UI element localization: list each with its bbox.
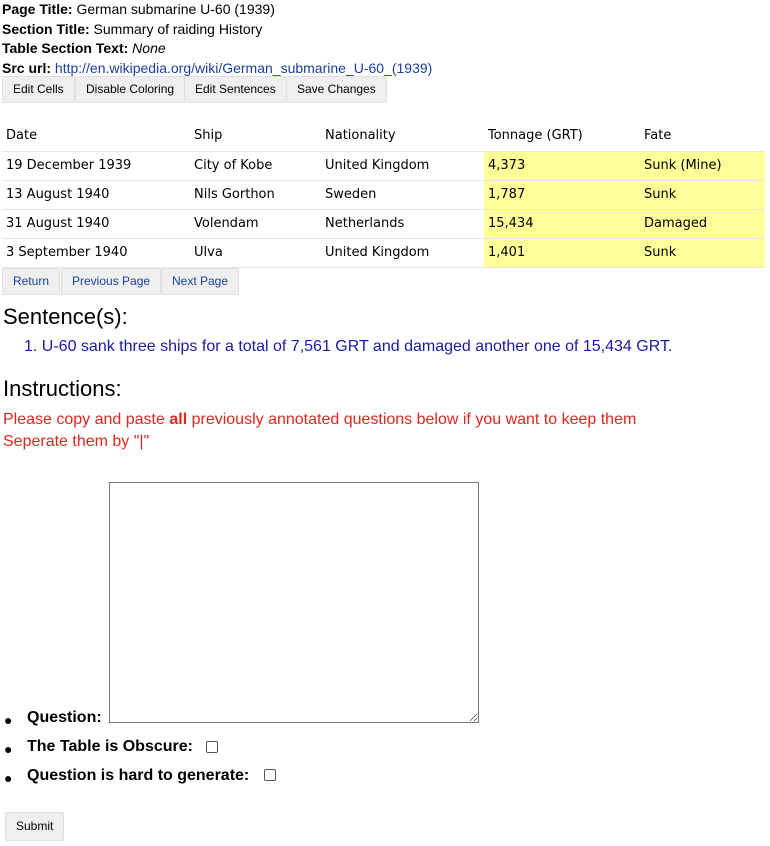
table-section-label: Table Section Text: [2, 40, 129, 56]
instructions-heading: Instructions: [3, 376, 122, 401]
obscure-label: The Table is Obscure: [27, 738, 193, 755]
instructions-text: Please copy and paste [3, 411, 170, 428]
table-cell: United Kingdom [321, 238, 484, 267]
table-cell-highlighted: Sunk [640, 180, 765, 209]
page-title: German submarine U-60 (1939) [76, 1, 275, 17]
table-cell: City of Kobe [190, 151, 321, 180]
table-cell-highlighted: 1,787 [484, 180, 640, 209]
header-nationality: Nationality [321, 121, 484, 151]
table-cell: 13 August 1940 [2, 180, 190, 209]
table-cell: Nils Gorthon [190, 180, 321, 209]
table-cell: 31 August 1940 [2, 209, 190, 238]
edit-cells-button[interactable]: Edit Cells [2, 76, 75, 103]
table-section-text: None [132, 40, 166, 56]
table-header-row [2, 121, 765, 151]
table-cell: Sweden [321, 180, 484, 209]
table-cell-highlighted: Sunk (Mine) [640, 151, 765, 180]
save-changes-button[interactable]: Save Changes [286, 76, 387, 103]
table-cell: 3 September 1940 [2, 238, 190, 267]
edit-sentences-button[interactable]: Edit Sentences [184, 76, 287, 103]
table-row [2, 180, 765, 209]
return-button[interactable]: Return [2, 268, 60, 295]
instructions-emphasis: all [169, 411, 188, 428]
sentences-heading: Sentence(s): [3, 304, 128, 329]
table-cell-highlighted: Damaged [640, 209, 765, 238]
previous-page-button[interactable]: Previous Page [61, 268, 161, 295]
question-textarea[interactable] [109, 482, 479, 723]
table-cell: Netherlands [321, 209, 484, 238]
table-cell-highlighted: 4,373 [484, 151, 640, 180]
table-row [2, 151, 765, 180]
data-table [2, 121, 765, 268]
bullet-icon: ● [4, 712, 13, 728]
hard-checkbox[interactable] [264, 769, 276, 781]
table-cell: United Kingdom [321, 151, 484, 180]
next-page-button[interactable]: Next Page [161, 268, 239, 295]
table-cell-highlighted: Sunk [640, 238, 765, 267]
question-label: Question: [27, 709, 102, 726]
instructions-text: previously annotated questions below if you want to keep them [187, 411, 637, 428]
src-url-link[interactable]: http://en.wikipedia.org/wiki/German_submarine_U-60_(1939) [54, 59, 433, 76]
table-row [2, 238, 765, 267]
table-row [2, 209, 765, 238]
instructions-line-2: Seperate them by "|" [3, 433, 150, 450]
obscure-checkbox[interactable] [206, 741, 218, 753]
header-fate: Fate [640, 121, 765, 151]
table-cell-highlighted: 1,401 [484, 238, 640, 267]
instructions-line-1 [3, 411, 636, 429]
table-cell: 19 December 1939 [2, 151, 190, 180]
bullet-icon: ● [4, 741, 13, 757]
disable-coloring-button[interactable]: Disable Coloring [75, 76, 185, 103]
sentence-item: 1. U-60 sank three ships for a total of 7,561 GRT and damaged another one of 15,434 GRT. [24, 338, 673, 355]
header-tonnage: Tonnage (GRT) [484, 121, 640, 151]
table-cell: Ulva [190, 238, 321, 267]
hard-label: Question is hard to generate: [27, 767, 250, 784]
meta-info [2, 0, 432, 78]
page-title-label: Page Title: [2, 1, 73, 17]
header-date: Date [2, 121, 190, 151]
table-cell: Volendam [190, 209, 321, 238]
table-cell-highlighted: 15,434 [484, 209, 640, 238]
section-title-label: Section Title: [2, 20, 90, 37]
src-url-label: Src url: [2, 59, 52, 76]
submit-button[interactable]: Submit [5, 812, 64, 841]
bullet-icon: ● [4, 770, 13, 786]
header-ship: Ship [190, 121, 321, 151]
section-title: Summary of raiding History [93, 20, 263, 37]
